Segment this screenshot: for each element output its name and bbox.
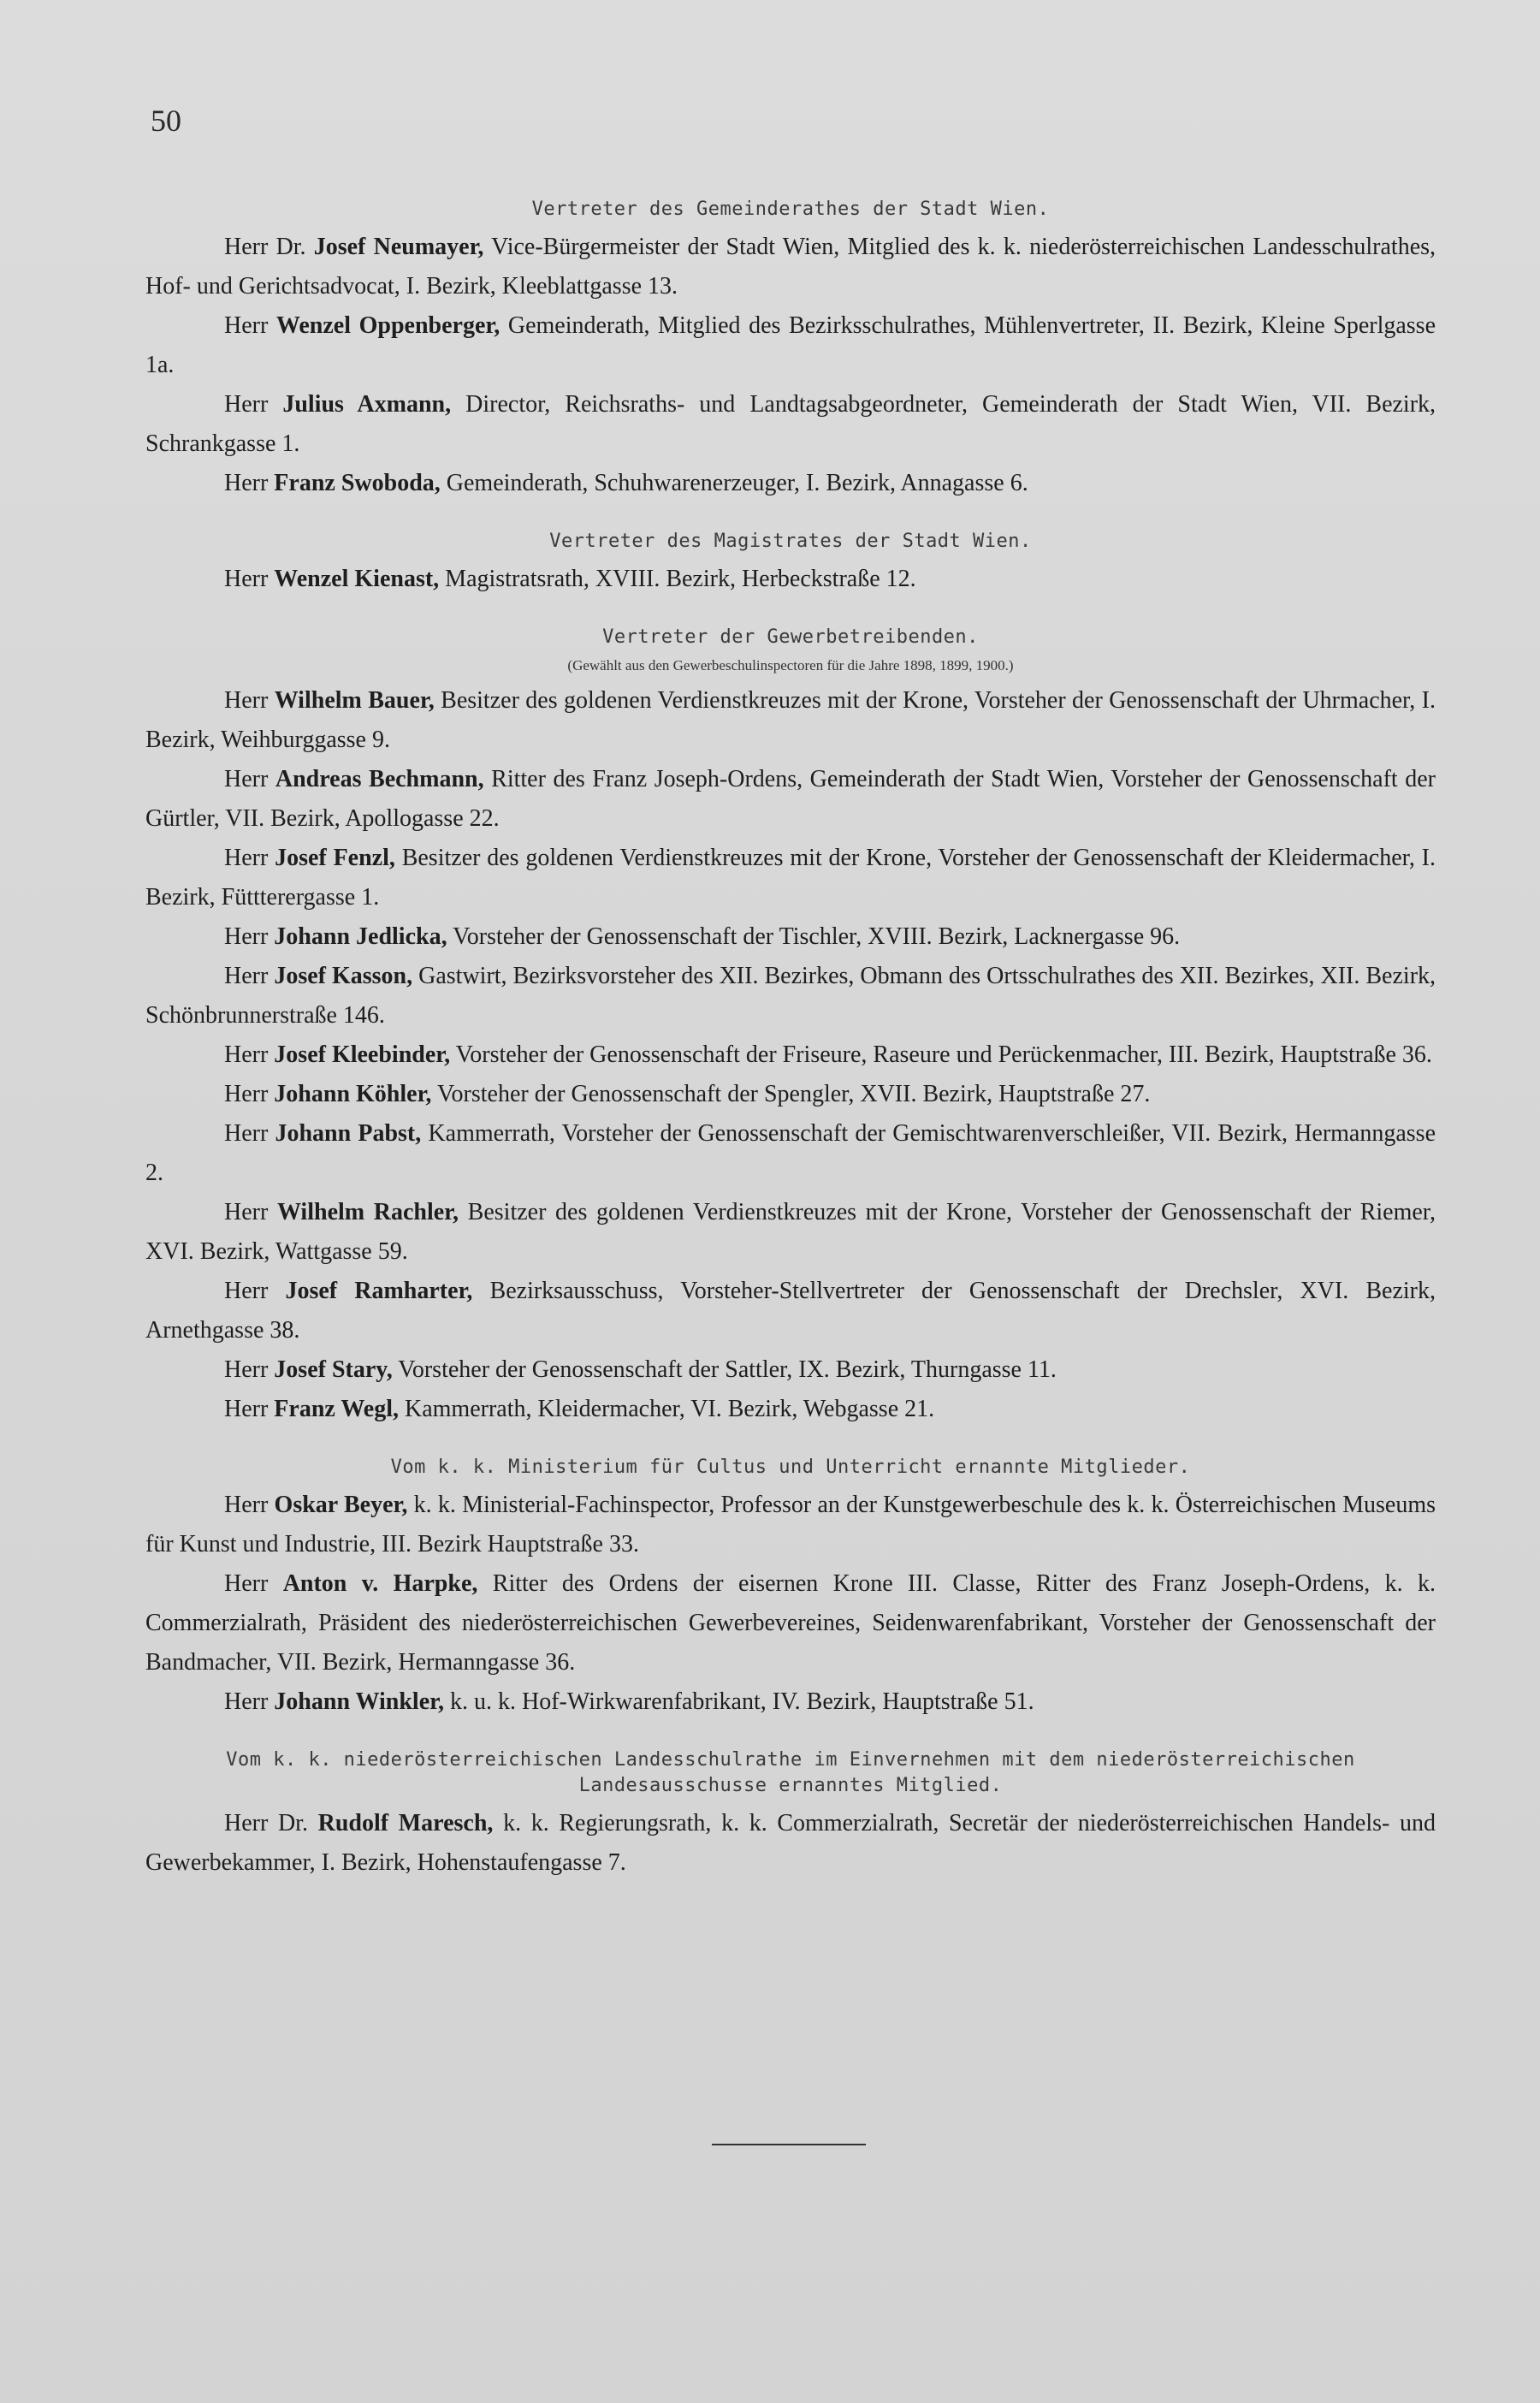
section — [145, 529, 1436, 599]
member-title: Herr — [224, 1041, 269, 1068]
member-name: Josef Kasson, — [274, 963, 413, 989]
member-name: Rudolf Maresch, — [317, 1810, 494, 1836]
member-title: Herr — [224, 687, 269, 714]
member-name: Johann Köhler, — [274, 1081, 432, 1107]
member-title: Herr — [224, 1356, 269, 1383]
section-heading: Vertreter der Gewerbetreibenden. — [602, 626, 979, 648]
member-description: Vorsteher der Genossenschaft der Sattler, IX. Bezirk, Thurngasse 11. — [398, 1356, 1057, 1383]
member-title: Herr Dr. — [224, 234, 306, 260]
member-description: Gastwirt, Bezirksvorsteher des XII. Bezirkes, Obmann des Ortsschulrathes des XII. Bezirkes, XII. Bezirk, Schönbrunnerstraße 146. — [145, 963, 1436, 1029]
member-name: Wenzel Oppenberger, — [275, 312, 500, 339]
member-entry — [145, 917, 1436, 957]
member-title: Herr — [224, 923, 269, 950]
member-entry — [145, 1035, 1436, 1075]
member-name: Andreas Bechmann, — [275, 766, 484, 792]
member-title: Herr — [224, 1199, 269, 1225]
member-entry — [145, 1804, 1436, 1883]
member-title: Herr — [224, 1120, 269, 1147]
member-title: Herr — [224, 766, 269, 792]
member-description: Vorsteher der Genossenschaft der Tischler, XVIII. Bezirk, Lacknergasse 96. — [453, 923, 1181, 950]
member-entry — [145, 1564, 1436, 1682]
member-entry — [145, 1193, 1436, 1272]
member-title: Herr — [224, 1396, 269, 1422]
section — [145, 625, 1436, 1429]
member-title: Herr — [224, 566, 269, 592]
member-entry — [145, 1272, 1436, 1350]
end-rule — [712, 2144, 866, 2145]
member-description: Bezirksausschuss, Vorsteher-Stellvertreter der Genossenschaft der Drechsler, XVI. Bezirk, Arnethgasse 38. — [145, 1278, 1436, 1344]
member-description: Kammerrath, Vorsteher der Genossenschaft der Gemischtwarenverschleißer, VII. Bezirk, Hermanngasse 2. — [145, 1120, 1436, 1186]
member-entry — [145, 464, 1436, 503]
member-name: Josef Ramharter, — [285, 1278, 473, 1304]
member-name: Franz Swoboda, — [274, 470, 441, 496]
member-title: Herr — [224, 1081, 269, 1107]
section-heading: Vom k. k. Ministerium für Cultus und Unterricht ernannte Mitglieder. — [390, 1457, 1191, 1478]
member-title: Herr — [224, 1492, 269, 1518]
member-description: Director, Reichsraths- und Landtagsabgeordneter, Gemeinderath der Stadt Wien, VII. Bezirk, Schrankgasse 1. — [145, 391, 1436, 457]
member-entry — [145, 1682, 1436, 1722]
member-description: Ritter des Franz Joseph-Ordens, Gemeinderath der Stadt Wien, Vorsteher der Genossenschaft der Gürtler, VII. Bezirk, Apollogasse 22. — [145, 766, 1436, 832]
member-title: Herr — [224, 391, 269, 418]
member-description: Besitzer des goldenen Verdienstkreuzes mit der Krone, Vorsteher der Genossenschaft der Kleidermacher, I. Bezirk, Füttterergasse 1. — [145, 845, 1436, 911]
section-heading: Vom k. k. niederösterreichischen Landesschulrathe im Einvernehmen mit dem niederösterreichischen Landesausschusse ernanntes Mitglied. — [226, 1749, 1355, 1796]
member-description: Besitzer des goldenen Verdienstkreuzes mit der Krone, Vorsteher der Genossenschaft der Uhrmacher, I. Bezirk, Weihburggasse 9. — [145, 687, 1436, 753]
member-name: Johann Jedlicka, — [274, 923, 447, 950]
member-entry — [145, 839, 1436, 917]
member-title: Herr — [224, 1570, 269, 1597]
member-description: k. k. Regierungsrath, k. k. Commerzialrath, Secretär der niederösterreichischen Handels- und Gewerbekammer, I. Bezirk, Hohenstaufengasse 7. — [145, 1810, 1436, 1876]
member-entry — [145, 560, 1436, 599]
member-name: Wilhelm Rachler, — [276, 1199, 459, 1225]
member-entry — [145, 228, 1436, 306]
member-list — [145, 228, 1436, 503]
member-entry — [145, 1486, 1436, 1564]
member-description: Ritter des Ordens der eisernen Krone III. Classe, Ritter des Franz Joseph-Ordens, k. k. Commerzialrath, Präsident des niederösterreichischen Gewerbevereines, Seidenwarenfabrikant, Vorsteher der Genossenschaft der Bandmacher, VII. Bezirk, Hermanngasse 36. — [145, 1570, 1436, 1676]
member-name: Wilhelm Bauer, — [274, 687, 435, 714]
member-entry — [145, 1350, 1436, 1390]
member-entry — [145, 957, 1436, 1035]
member-title: Herr — [224, 1278, 269, 1304]
section-heading: Vertreter des Magistrates der Stadt Wien. — [549, 531, 1032, 552]
member-name: Josef Kleebinder, — [274, 1041, 451, 1068]
member-entry — [145, 385, 1436, 464]
member-title: Herr — [224, 1688, 269, 1715]
member-list — [145, 1804, 1436, 1883]
member-name: Wenzel Kienast, — [274, 566, 440, 592]
member-description: Magistratsrath, XVIII. Bezirk, Herbeckstraße 12. — [445, 566, 916, 592]
member-description: Vice-Bürgermeister der Stadt Wien, Mitglied des k. k. niederösterreichischen Landesschulrathes, Hof- und Gerichtsadvocat, I. Bezirk, Kleeblattgasse 13. — [145, 234, 1436, 300]
section — [145, 1455, 1436, 1722]
member-entry — [145, 306, 1436, 385]
document-body — [145, 197, 1436, 1908]
member-name: Oskar Beyer, — [274, 1492, 408, 1518]
section — [145, 1747, 1436, 1883]
member-name: Josef Fenzl, — [275, 845, 395, 871]
member-name: Anton v. Harpke, — [282, 1570, 478, 1597]
member-description: Vorsteher der Genossenschaft der Spengler, XVII. Bezirk, Hauptstraße 27. — [436, 1081, 1151, 1107]
section-heading: Vertreter des Gemeinderathes der Stadt Wien. — [531, 199, 1050, 220]
member-name: Julius Axmann, — [282, 391, 452, 418]
member-title: Herr — [224, 312, 269, 339]
member-list — [145, 681, 1436, 1429]
page-number: 50 — [151, 104, 181, 138]
member-list — [145, 1486, 1436, 1722]
member-entry — [145, 1075, 1436, 1114]
member-list — [145, 560, 1436, 599]
member-title: Herr — [224, 845, 269, 871]
member-entry — [145, 760, 1436, 839]
member-entry — [145, 1390, 1436, 1429]
member-description: Kammerrath, Kleidermacher, VI. Bezirk, Webgasse 21. — [404, 1396, 935, 1422]
member-title: Herr — [224, 470, 269, 496]
member-name: Johann Pabst, — [275, 1120, 422, 1147]
member-entry — [145, 681, 1436, 760]
member-name: Josef Stary, — [274, 1356, 393, 1383]
member-name: Johann Winkler, — [274, 1688, 444, 1715]
member-title: Herr Dr. — [224, 1810, 308, 1836]
member-description: k. u. k. Hof-Wirkwarenfabrikant, IV. Bezirk, Hauptstraße 51. — [450, 1688, 1034, 1715]
member-description: k. k. Ministerial-Fachinspector, Professor an der Kunstgewerbeschule des k. k. Österreichischen Museums für Kunst und Industrie, III. Bezirk Hauptstraße 33. — [145, 1492, 1436, 1558]
section — [145, 197, 1436, 503]
member-entry — [145, 1114, 1436, 1193]
member-name: Franz Wegl, — [274, 1396, 399, 1422]
member-description: Gemeinderath, Schuhwarenerzeuger, I. Bezirk, Annagasse 6. — [446, 470, 1028, 496]
member-title: Herr — [224, 963, 269, 989]
member-description: Gemeinderath, Mitglied des Bezirksschulrathes, Mühlenvertreter, II. Bezirk, Kleine Sperlgasse 1a. — [145, 312, 1436, 378]
member-description: Besitzer des goldenen Verdienstkreuzes mit der Krone, Vorsteher der Genossenschaft der Riemer, XVI. Bezirk, Wattgasse 59. — [145, 1199, 1436, 1265]
member-description: Vorsteher der Genossenschaft der Friseure, Raseure und Perückenmacher, III. Bezirk, Hauptstraße 36. — [455, 1041, 1432, 1068]
member-name: Josef Neumayer, — [313, 234, 484, 260]
section-note: (Gewählt aus den Gewerbeschulinspectoren für die Jahre 1898, 1899, 1900.) — [567, 657, 1014, 673]
